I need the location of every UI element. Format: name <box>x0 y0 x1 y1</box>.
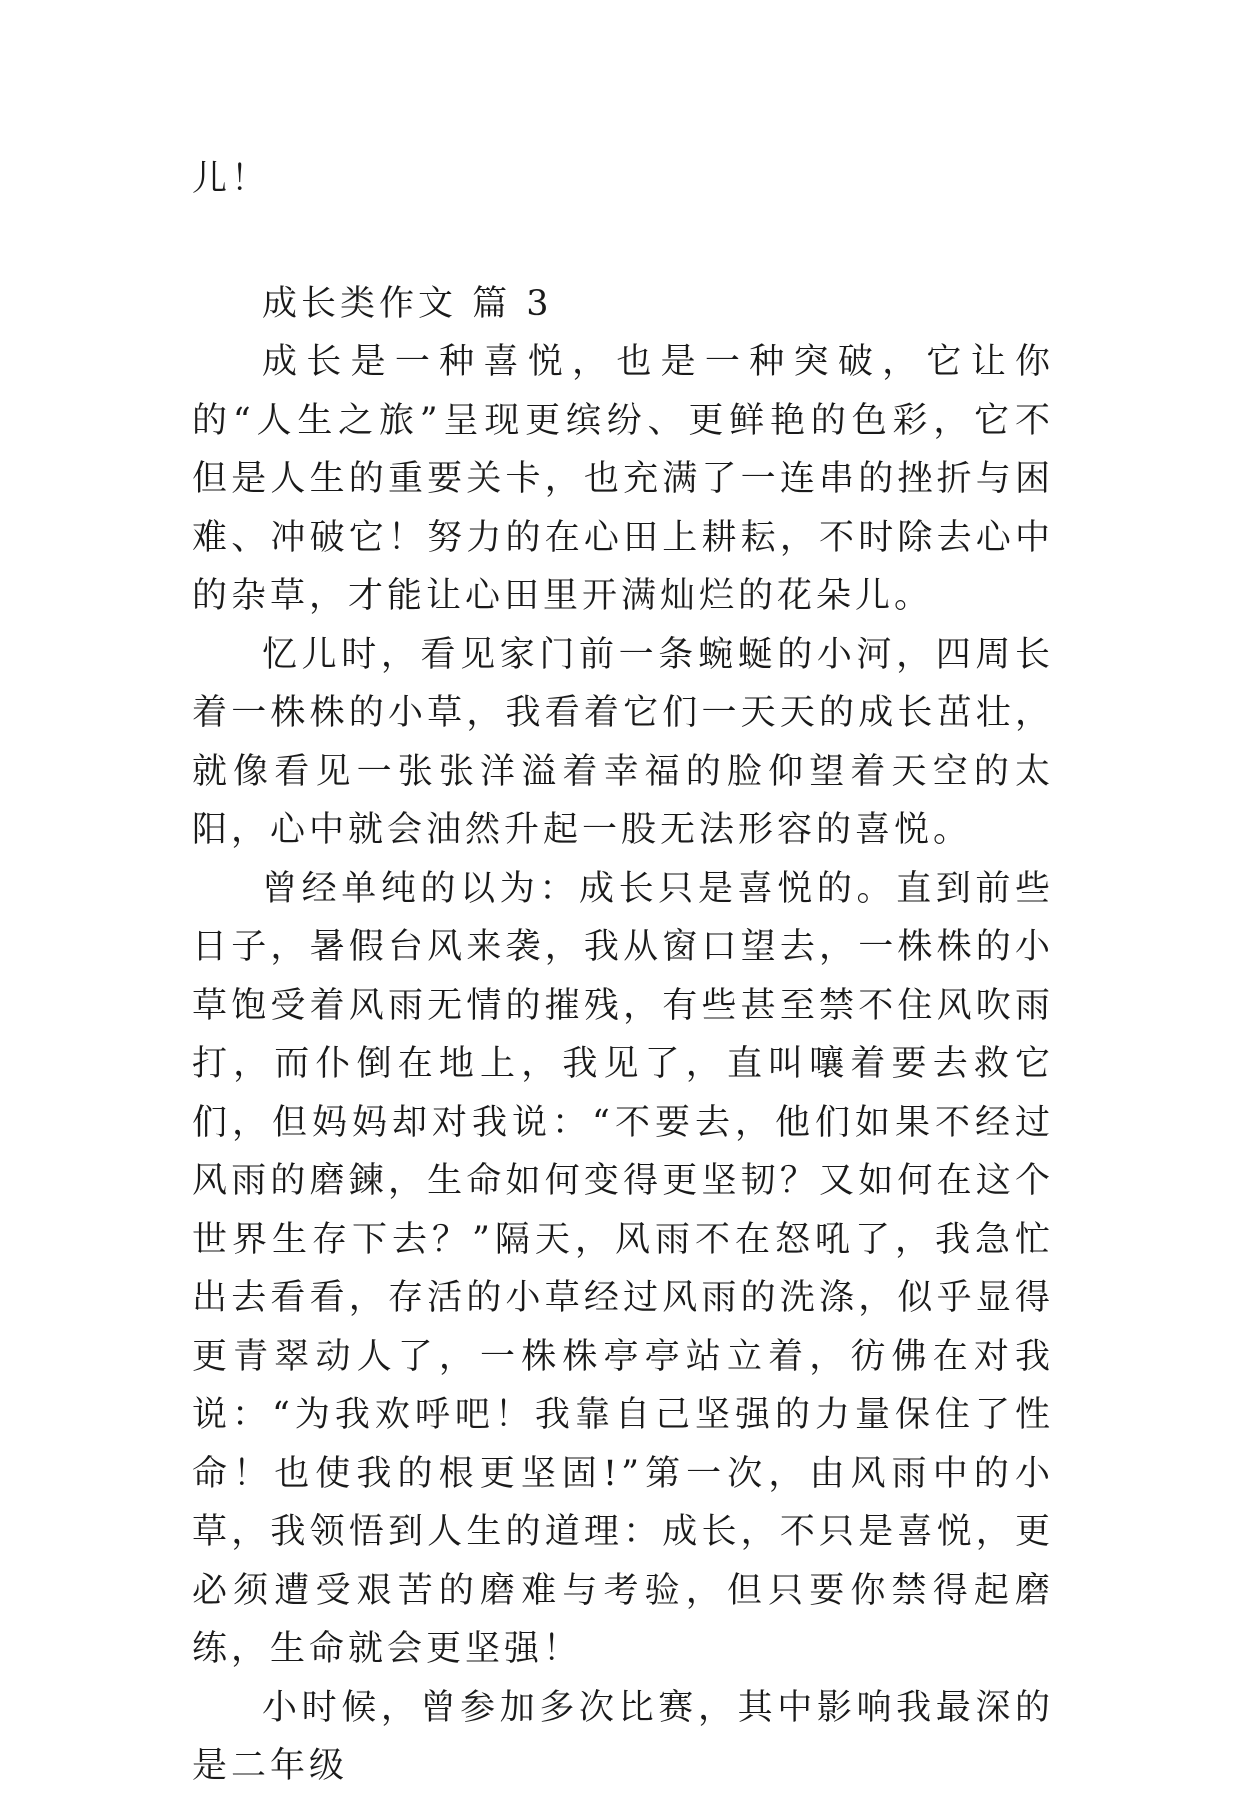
paragraph-3: 曾经单纯的以为：成长只是喜悦的。直到前些日子，暑假台风来袭，我从窗口望去，一株株的小草饱受着风雨无情的摧残，有些甚至禁不住风吹雨打，而仆倒在地上，我见了，直叫嚷着要去救它们，但妈妈却对我说：“不要去，他们如果不经过风雨的磨鍊，生命如何变得更坚韧？又如何在这个世界生存下去？”隔天，风雨不在怒吼了，我急忙出去看看，存活的小草经过风雨的洗涤，似乎显得更青翠动人了，一株株亭亭站立着，彷佛在对我说：“为我欢呼吧！我靠自己坚强的力量保住了性命！也使我的根更坚固!”第一次，由风雨中的小草，我领悟到人生的道理：成长，不只是喜悦，更必须遭受艰苦的磨难与考验，但只要你禁得起磨练，生命就会更坚强！ <box>192 868 1054 1669</box>
essay-body <box>192 150 1054 1796</box>
essay-heading: 成长类作文 篇 3 <box>262 283 553 324</box>
continued-text: 儿！ <box>192 159 271 199</box>
paragraph-1: 成长是一种喜悦，也是一种突破，它让你的“人生之旅”呈现更缤纷、更鲜艳的色彩，它不但是人生的重要关卡，也充满了一连串的挫折与困难、冲破它！努力的在心田上耕耘，不时除去心中的杂草，才能让心田里开满灿烂的花朵儿。 <box>192 342 1054 616</box>
paragraph-4: 小时候，曾参加多次比赛，其中影响我最深的是二年级 <box>192 1687 1054 1786</box>
paragraph-2: 忆儿时，看见家门前一条蜿蜒的小河，四周长着一株株的小草，我看着它们一天天的成长茁壮，就像看见一张张洋溢着幸福的脸仰望着天空的太阳，心中就会油然升起一股无法形容的喜悦。 <box>192 634 1054 850</box>
